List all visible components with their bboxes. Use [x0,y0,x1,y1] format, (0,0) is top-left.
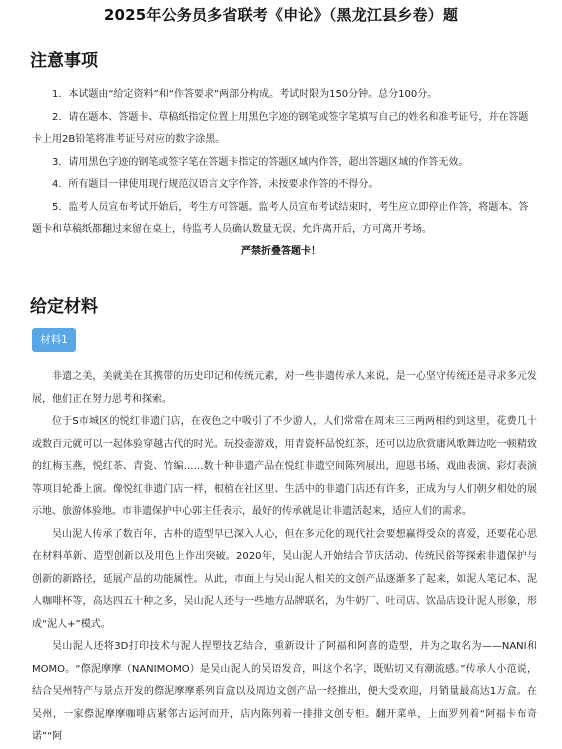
material-heading: 给定材料 [30,297,98,317]
notice-heading: 注意事项 [30,51,98,71]
strict-note: 严禁折叠答题卡！ [241,246,321,257]
notice-item-4: 4．所有题目一律使用现行规范汉语言文字作答，未按要求作答的不得分。 [52,179,379,190]
material-body [32,366,537,749]
notice-list [32,84,537,242]
notice-item-3: 3．请用黑色字迹的钢笔或签字笔在答题卡指定的答题区域内作答，超出答题区域的作答无效。 [52,156,469,168]
material-paragraph: 非遗之美，美就美在其携带的历史印记和传统元素，对一些非遗传承人来说，是一心坚守传统还是寻求多元发展，他们正在努力思考和探索。 [32,371,537,405]
notice-item-2: 2．请在题本、答题卡、草稿纸指定位置上用黑色字迹的钢笔或签字笔填写自己的姓名和准考证号，并在答题卡上用2B铅笔将准考证号对应的数字涂黑。 [32,111,529,145]
material-paragraph: 吴山泥人还将3D打印技术与泥人捏塑技艺结合，重新设计了阿福和阿喜的造型，并为之取名为——NANI和MOMO。“傺泥摩摩（NANIMOMO）是吴山泥人的吴语发音，叫这个名字，既贴切又有潮流感。”传承人小范说，结合吴州特产与景点开发的傺泥摩摩系列盲盒以及周边文创产品一经推出，便大受欢迎，月销量最高达1万盒。在吴州，一家傺泥摩摩咖啡店紧邻古运河而开，店内陈列着一排排文创专柜。翻开菜单，上面罗列着“阿福卡布奇诺”“阿 [32,641,537,742]
notice-item-1: 1．本试题由“给定资料”和“作答要求”两部分构成。考试时限为150分钟。总分100分。 [52,89,438,100]
material-paragraph: 位于S市城区的悦红非遗门店，在夜色之中吸引了不少游人，人们常常在周末三三两两相约到这里，花费几十或数百元就可以一起体验穿越古代的时光。玩投壶游戏，用青瓷杯品悦红茶，还可以边欣赏庸风歌舞边吃一顿精致的红梅玉燕，悦红茶、青瓷、竹编……数十种非遗产品在悦红非遗空间陈列展出，迎恩书场、戏曲表演、彩灯表演等项目轮番上演。像悦红非遗门店一样，根植在社区里、生活中的非遗门店还有许多，正成为与人们朝夕相处的展示地、旅游体验地。市非遗保护中心郭主任表示，最好的传承就是让非遗活起来，适应人们的需求。 [32,416,537,517]
document-title: 2025年公务员多省联考《申论》（黑龙江县乡卷）题 [103,6,459,24]
material-paragraph: 吴山泥人传承了数百年，古朴的造型早已深入人心，但在多元化的现代社会要想赢得受众的喜爱，还要花心思在材料革新、造型创新以及用色上作出突破。2020年，吴山泥人开始结合节庆活动、传统民俗等探索非遗保护与创新的新路径，延展产品的功能属性。从此，市面上与吴山泥人相关的文创产品逐渐多了起来，如泥人笔记本、泥人咖啡杯等，高达四五十种之多，吴山泥人还与一些地方品牌联名，为牛奶厂、吐司店、饮品店设计泥人形象，形成“泥人+”模式。 [32,528,537,630]
material-tag: 材料1 [32,328,76,352]
notice-item-5: 5．监考人员宣布考试开始后，考生方可答题。监考人员宣布考试结束时，考生应立即停止作答，将题本、答题卡和草稿纸都翻过来留在桌上，待监考人员确认数量无误、允许离开后，方可离开考场。 [32,201,529,235]
